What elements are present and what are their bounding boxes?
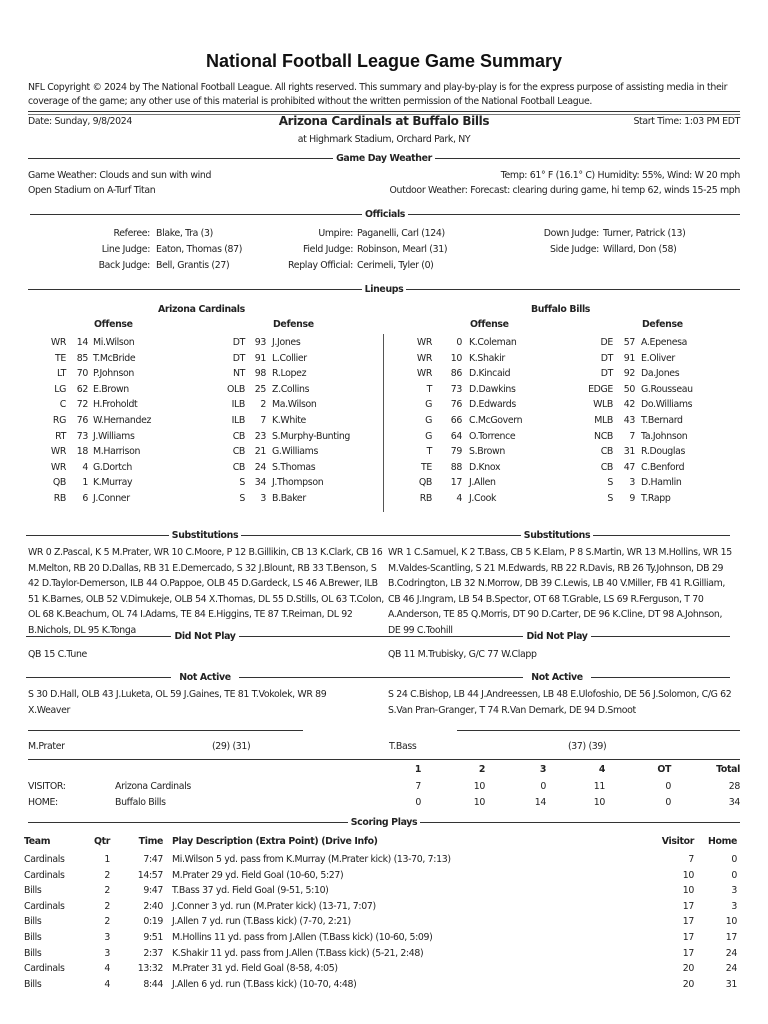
visitor-defense-player: J.Thompson <box>272 477 324 489</box>
visitor-offense-position: LT <box>57 368 66 380</box>
quarter-header: Total <box>716 764 740 775</box>
play-time: 2:40 <box>143 900 163 912</box>
home-defense-number: 7 <box>629 430 635 442</box>
play-team: Cardinals <box>24 900 65 912</box>
stadium-surface: Open Stadium on A-Turf Titan <box>28 185 156 196</box>
home-defense-position: NCB <box>594 430 613 442</box>
home-defense-player: A.Epenesa <box>641 337 688 348</box>
visitor-field-goals: (29) (31) <box>212 741 251 752</box>
play-quarter: 3 <box>104 932 110 943</box>
visitor-defense-player: B.Baker <box>272 493 306 504</box>
home-offense-position: WR <box>416 368 432 380</box>
official-role: Down Judge: <box>543 228 599 239</box>
visitor-defense-player: S.Thomas <box>272 461 316 473</box>
quarter-header: 3 <box>539 764 546 775</box>
home-offense-number: 79 <box>450 446 462 458</box>
home-offense-number: 4 <box>456 493 462 504</box>
home-offense-player: D.Knox <box>469 461 501 473</box>
home-defense-player: Do.Williams <box>641 399 693 411</box>
play-quarter: 1 <box>104 854 110 865</box>
score-side-label: VISITOR: <box>28 781 66 792</box>
visitor-offense-player: W.Hernandez <box>93 415 152 426</box>
home-offense-player: K.Shakir <box>469 352 505 364</box>
home-defense-position: CB <box>600 446 613 458</box>
play-team: Cardinals <box>24 963 65 975</box>
lineup-separator <box>383 334 384 512</box>
visitor-offense-position: WR <box>50 461 66 473</box>
home-offense-player: D.Kincaid <box>469 368 511 380</box>
scoring-divider <box>28 815 740 829</box>
visitor-defense-number: 7 <box>260 415 266 426</box>
play-team: Bills <box>24 978 42 990</box>
home-dnp-heading: Did Not Play <box>526 630 588 642</box>
score-team: Arizona Cardinals <box>115 781 191 792</box>
play-time: 7:47 <box>143 854 163 865</box>
visitor-offense-position: LG <box>54 383 66 395</box>
play-visitor-score: 10 <box>682 869 694 881</box>
visitor-defense-player: S.Murphy-Bunting <box>272 430 351 442</box>
column-header-description: Play Description (Extra Point) (Drive Info) <box>172 836 378 847</box>
visitor-kicker: M.Prater <box>28 741 65 752</box>
play-home-score: 17 <box>725 932 737 943</box>
visitor-offense-position: WR <box>50 446 66 458</box>
visitor-offense-number: 14 <box>76 337 88 348</box>
visitor-offense-number: 62 <box>76 383 88 395</box>
visitor-did-not-play: QB 15 C.Tune <box>28 649 87 660</box>
play-time: 14:57 <box>137 869 163 881</box>
quarter-score: 10 <box>593 796 605 808</box>
play-team: Bills <box>24 932 42 943</box>
play-quarter: 3 <box>104 947 110 959</box>
home-subs-heading: Substitutions <box>523 529 591 541</box>
home-offense-position: T <box>426 383 432 395</box>
play-time: 9:51 <box>143 932 163 943</box>
home-did-not-play: QB 11 M.Trubisky, G/C 77 W.Clapp <box>388 649 537 660</box>
play-time: 9:47 <box>143 885 163 897</box>
home-offense-number: 0 <box>456 337 462 348</box>
play-description: Mi.Wilson 5 yd. pass from K.Murray (M.Prater kick) (13-70, 7:13) <box>172 854 451 865</box>
play-visitor-score: 20 <box>682 963 694 975</box>
home-offense-position: T <box>426 446 432 458</box>
home-offense-number: 86 <box>450 368 462 380</box>
play-visitor-score: 7 <box>688 854 694 865</box>
play-home-score: 3 <box>731 885 737 897</box>
quarter-header: OT <box>657 764 671 775</box>
home-offense-number: 64 <box>450 430 462 442</box>
visitor-defense-player: Ma.Wilson <box>272 399 317 411</box>
visitor-defense-position: DT <box>232 337 245 348</box>
play-description: M.Prater 29 yd. Field Goal (10-60, 5:27) <box>172 869 344 881</box>
home-offense-number: 76 <box>450 399 462 411</box>
home-defense-number: 9 <box>629 493 635 504</box>
weather-divider <box>28 151 740 165</box>
play-description: M.Prater 31 yd. Field Goal (8-58, 4:05) <box>172 963 338 975</box>
visitor-offense-player: T.McBride <box>93 352 136 364</box>
home-offense-number: 10 <box>450 352 462 364</box>
home-offense-position: WR <box>416 337 432 348</box>
home-offense-player: O.Torrence <box>469 430 516 442</box>
visitor-defense-player: J.Jones <box>272 337 301 348</box>
matchup-title: Arizona Cardinals at Buffalo Bills <box>278 114 490 128</box>
play-description: J.Allen 6 yd. run (T.Bass kick) (10-70, 4:48) <box>172 978 357 990</box>
home-offense-label: Offense <box>470 319 509 330</box>
home-defense-position: DE <box>600 337 613 348</box>
visitor-defense-player: K.White <box>272 415 306 426</box>
home-offense-number: 66 <box>450 415 462 426</box>
home-na-divider <box>384 670 730 684</box>
home-offense-player: J.Allen <box>469 477 496 489</box>
lineups-heading: Lineups <box>364 283 404 295</box>
game-weather: Game Weather: Clouds and sun with wind <box>28 170 212 181</box>
home-defense-number: 43 <box>623 415 635 426</box>
play-quarter: 4 <box>104 978 110 990</box>
score-rule <box>28 759 740 760</box>
visitor-offense-player: E.Brown <box>93 383 129 395</box>
quarter-header: 2 <box>478 764 485 775</box>
home-defense-position: MLB <box>594 415 613 426</box>
home-defense-position: CB <box>600 461 613 473</box>
visitor-offense-position: RG <box>52 415 66 426</box>
quarter-score: 14 <box>534 796 546 808</box>
official-name: Turner, Patrick (13) <box>603 228 686 239</box>
home-defense-position: DT <box>600 368 613 380</box>
temperature: Temp: 61° F (16.1° C) Humidity: 55%, Wind: W 20 mph <box>500 170 740 181</box>
home-defense-position: S <box>607 493 613 504</box>
visitor-offense-number: 72 <box>76 399 88 411</box>
official-role: Back Judge: <box>98 260 150 271</box>
quarter-header: 1 <box>414 764 421 775</box>
play-visitor-score: 10 <box>682 885 694 897</box>
home-defense-label: Defense <box>642 319 683 330</box>
column-header-quarter: Qtr <box>93 836 110 847</box>
visitor-defense-position: S <box>239 493 245 504</box>
home-offense-player: D.Dawkins <box>469 383 516 395</box>
visitor-offense-player: P.Johnson <box>93 368 134 380</box>
home-defense-number: 3 <box>629 477 635 489</box>
visitor-offense-position: RT <box>55 430 66 442</box>
home-defense-number: 31 <box>623 446 635 458</box>
home-dnp-divider <box>384 629 730 643</box>
home-defense-number: 47 <box>623 461 635 473</box>
play-team: Bills <box>24 885 42 897</box>
home-defense-player: R.Douglas <box>641 446 686 458</box>
home-not-active: S 24 C.Bishop, LB 44 J.Andreessen, LB 48 E.Ulofoshio, DE 56 J.Solomon, C/G 62 S.Van Pran-Granger, T 74 R.Van Demark, DE 94 D.Smoot <box>388 689 732 716</box>
visitor-not-active: S 30 D.Hall, OLB 43 J.Luketa, OL 59 J.Gaines, TE 81 T.Vokolek, WR 89 X.Weaver <box>28 689 327 716</box>
play-visitor-score: 17 <box>682 916 694 928</box>
visitor-defense-position: CB <box>232 430 245 442</box>
play-home-score: 31 <box>725 978 737 990</box>
visitor-offense-position: WR <box>50 337 66 348</box>
visitor-offense-number: 1 <box>82 477 88 489</box>
visitor-team-name: Arizona Cardinals <box>158 304 245 315</box>
home-defense-position: EDGE <box>588 383 613 395</box>
home-offense-player: C.McGovern <box>469 415 523 426</box>
home-defense-number: 91 <box>623 352 635 364</box>
scoring-heading: Scoring Plays <box>350 816 418 828</box>
home-offense-player: D.Edwards <box>469 399 516 411</box>
visitor-offense-number: 70 <box>76 368 88 380</box>
home-defense-number: 57 <box>623 337 635 348</box>
official-role: Field Judge: <box>303 244 353 255</box>
play-team: Cardinals <box>24 869 65 881</box>
weather-heading: Game Day Weather <box>336 152 432 164</box>
visitor-defense-number: 3 <box>260 493 266 504</box>
score-side-label: HOME: <box>28 796 58 808</box>
play-quarter: 2 <box>104 869 110 881</box>
visitor-dnp-divider <box>26 629 384 643</box>
visitor-defense-label: Defense <box>273 319 314 330</box>
visitor-subs-divider <box>26 528 384 542</box>
visitor-offense-position: C <box>59 399 66 411</box>
play-time: 8:44 <box>143 978 163 990</box>
visitor-offense-number: 18 <box>76 446 88 458</box>
official-name: Eaton, Thomas (87) <box>156 244 243 255</box>
home-defense-number: 92 <box>623 368 635 380</box>
visitor-defense-number: 2 <box>260 399 266 411</box>
home-offense-position: G <box>425 430 432 442</box>
visitor-offense-number: 73 <box>76 430 88 442</box>
visitor-defense-number: 34 <box>254 477 266 489</box>
home-offense-position: G <box>425 415 432 426</box>
officials-heading: Officials <box>364 208 406 220</box>
home-defense-position: DT <box>600 352 613 364</box>
play-quarter: 4 <box>104 963 110 975</box>
official-role: Umpire: <box>318 228 353 239</box>
play-team: Cardinals <box>24 854 65 865</box>
visitor-defense-number: 21 <box>254 446 266 458</box>
copyright-notice: NFL Copyright © 2024 by The National Football League. All rights reserved. This summary and play-by-play is for the express purpose of assisting media in their coverage of the game; any other use of this material is prohibited without the written permission of the National Football League. <box>28 82 728 107</box>
play-quarter: 2 <box>104 885 110 897</box>
home-offense-player: J.Cook <box>469 493 497 504</box>
visitor-offense-player: J.Conner <box>93 493 130 504</box>
home-defense-player: D.Hamlin <box>641 477 682 489</box>
play-time: 2:37 <box>143 947 163 959</box>
play-quarter: 2 <box>104 916 110 928</box>
official-role: Replay Official: <box>288 260 353 271</box>
play-home-score: 24 <box>725 947 737 959</box>
visitor-na-heading: Not Active <box>179 671 231 683</box>
visitor-defense-player: Z.Collins <box>272 383 310 395</box>
play-visitor-score: 17 <box>682 900 694 912</box>
visitor-kicker-rule <box>28 730 303 731</box>
home-offense-number: 17 <box>450 477 462 489</box>
home-kicker-rule <box>457 730 740 731</box>
column-header-time: Time <box>138 836 163 847</box>
home-defense-number: 50 <box>623 383 635 395</box>
visitor-offense-player: K.Murray <box>93 477 133 489</box>
home-kicker: T.Bass <box>389 741 417 752</box>
home-offense-position: TE <box>421 461 432 473</box>
column-header-visitor-score: Visitor <box>661 836 694 847</box>
home-offense-number: 88 <box>450 461 462 473</box>
quarter-score: 10 <box>473 796 485 808</box>
home-offense-position: G <box>425 399 432 411</box>
quarter-score: 0 <box>665 781 671 792</box>
home-offense-player: K.Coleman <box>469 337 517 348</box>
official-role: Referee: <box>113 228 150 239</box>
visitor-defense-position: NT <box>232 368 245 380</box>
visitor-substitutions: WR 0 Z.Pascal, K 5 M.Prater, WR 10 C.Moore, P 12 B.Gillikin, CB 13 K.Clark, CB 16 M.Melton, RB 20 D.Dallas, RB 31 E.Demercado, S 32 J.Blount, RB 33 T.Benson, S 42 D.Taylor-Demerson, ILB 44 O.Pappoe, OLB 45 D.Gardeck, LS 46 A.Brewer, ILB 51 K.Barnes, OLB 52 V.Dimukeje, OLB 54 X.Thomas, DL 55 D.Stills, OL 63 T.Colon, OL 68 K.Beachum, OL 74 I.Adams, TE 84 E.Higgins, TE 87 T.Reiman, DL 92 B.Nichols, DL 95 K.Tonga <box>28 547 384 636</box>
visitor-offense-player: H.Froholdt <box>93 399 138 411</box>
play-description: T.Bass 37 yd. Field Goal (9-51, 5:10) <box>172 885 329 897</box>
visitor-offense-position: QB <box>52 477 66 489</box>
visitor-defense-position: CB <box>232 461 245 473</box>
play-description: J.Conner 3 yd. run (M.Prater kick) (13-71, 7:07) <box>172 900 376 912</box>
home-defense-number: 42 <box>623 399 635 411</box>
play-visitor-score: 20 <box>682 978 694 990</box>
visitor-offense-position: TE <box>55 352 66 364</box>
official-name: Cerimeli, Tyler (0) <box>357 260 434 271</box>
home-defense-player: T.Rapp <box>641 493 671 504</box>
home-offense-position: RB <box>419 493 432 504</box>
play-team: Bills <box>24 947 42 959</box>
visitor-defense-player: G.Williams <box>272 446 318 458</box>
quarter-score: 34 <box>728 796 740 808</box>
play-visitor-score: 17 <box>682 947 694 959</box>
visitor-offense-label: Offense <box>94 319 133 330</box>
home-offense-number: 73 <box>450 383 462 395</box>
start-time: Start Time: 1:03 PM EDT <box>633 116 740 127</box>
visitor-defense-position: CB <box>232 446 245 458</box>
visitor-defense-position: S <box>239 477 245 489</box>
visitor-offense-player: J.Williams <box>93 430 135 442</box>
play-quarter: 2 <box>104 900 110 912</box>
quarter-score: 0 <box>415 796 421 808</box>
home-defense-player: G.Rousseau <box>641 383 693 395</box>
official-name: Blake, Tra (3) <box>156 228 213 239</box>
official-name: Paganelli, Carl (124) <box>357 228 445 239</box>
outdoor-weather: Outdoor Weather: Forecast: clearing during game, hi temp 62, winds 15-25 mph <box>389 185 740 196</box>
visitor-defense-player: R.Lopez <box>272 368 307 380</box>
home-team-name: Buffalo Bills <box>531 304 591 315</box>
home-defense-player: C.Benford <box>641 461 685 473</box>
home-subs-divider <box>384 528 730 542</box>
quarter-score: 28 <box>728 781 740 792</box>
officials-divider <box>30 207 740 221</box>
play-home-score: 0 <box>731 869 737 881</box>
home-field-goals: (37) (39) <box>568 741 607 752</box>
play-home-score: 0 <box>731 854 737 865</box>
column-header-team: Team <box>24 836 51 847</box>
score-team: Buffalo Bills <box>115 796 166 808</box>
visitor-subs-heading: Substitutions <box>171 529 239 541</box>
home-defense-player: E.Oliver <box>641 352 675 364</box>
home-na-heading: Not Active <box>531 671 583 683</box>
official-role: Line Judge: <box>101 244 150 255</box>
play-home-score: 10 <box>725 916 737 928</box>
home-offense-player: S.Brown <box>469 446 505 458</box>
official-name: Robinson, Mearl (31) <box>357 244 448 255</box>
visitor-defense-player: L.Collier <box>272 352 307 364</box>
visitor-defense-position: DT <box>232 352 245 364</box>
official-role: Side Judge: <box>550 244 599 255</box>
column-header-home-score: Home <box>707 836 737 847</box>
play-description: K.Shakir 11 yd. pass from J.Allen (T.Bass kick) (5-21, 2:48) <box>172 947 424 959</box>
home-defense-position: WLB <box>593 399 613 411</box>
visitor-offense-position: RB <box>53 493 66 504</box>
home-defense-position: S <box>607 477 613 489</box>
visitor-defense-number: 25 <box>254 383 266 395</box>
visitor-offense-player: Mi.Wilson <box>93 337 135 348</box>
visitor-offense-player: M.Harrison <box>93 446 141 458</box>
visitor-defense-number: 23 <box>254 430 266 442</box>
visitor-defense-position: OLB <box>227 383 245 395</box>
quarter-score: 0 <box>540 781 546 792</box>
visitor-offense-number: 76 <box>76 415 88 426</box>
quarter-score: 0 <box>665 796 671 808</box>
venue: at Highmark Stadium, Orchard Park, NY <box>297 134 471 145</box>
home-offense-position: WR <box>416 352 432 364</box>
visitor-defense-position: ILB <box>231 415 245 426</box>
home-defense-player: Da.Jones <box>641 368 680 380</box>
home-defense-player: T.Bernard <box>641 415 683 426</box>
play-visitor-score: 17 <box>682 932 694 943</box>
page-title: National Football League Game Summary <box>205 51 563 71</box>
quarter-score: 7 <box>415 781 421 792</box>
game-date: Date: Sunday, 9/8/2024 <box>28 116 132 127</box>
visitor-defense-number: 24 <box>254 461 266 473</box>
visitor-offense-number: 6 <box>82 493 88 504</box>
home-substitutions: WR 1 C.Samuel, K 2 T.Bass, CB 5 K.Elam, P 8 S.Martin, WR 13 M.Hollins, WR 15 M.Valdes-Scantling, S 21 M.Edwards, RB 22 R.Davis, RB 26 Ty.Johnson, DB 29 B.Codrington, LB 32 N.Morrow, DB 39 C.Lewis, LB 40 V.Miller, FB 41 R.Gilliam, CB 46 J.Ingram, LB 54 B.Spector, OT 68 T.Grable, LS 69 R.Ferguson, T 70 A.Anderson, TE 85 Q.Morris, DT 90 D.Carter, DE 96 K.Cline, DT 98 A.Johnson, DE 99 C.Toohill <box>388 547 732 636</box>
play-description: M.Hollins 11 yd. pass from J.Allen (T.Bass kick) (10-60, 5:09) <box>172 932 433 943</box>
play-home-score: 24 <box>725 963 737 975</box>
visitor-na-divider <box>26 670 384 684</box>
quarter-score: 10 <box>473 781 485 792</box>
home-offense-position: QB <box>418 477 432 489</box>
official-name: Bell, Grantis (27) <box>156 260 230 271</box>
home-defense-player: Ta.Johnson <box>641 430 688 442</box>
visitor-defense-number: 98 <box>254 368 266 380</box>
official-name: Willard, Don (58) <box>603 244 677 255</box>
play-home-score: 3 <box>731 900 737 912</box>
quarter-header: 4 <box>598 764 605 775</box>
play-time: 13:32 <box>137 963 163 975</box>
visitor-defense-number: 93 <box>254 337 266 348</box>
play-team: Bills <box>24 916 42 928</box>
visitor-offense-player: G.Dortch <box>93 461 133 473</box>
visitor-offense-number: 85 <box>76 352 88 364</box>
lineups-divider <box>28 282 740 296</box>
visitor-defense-position: ILB <box>231 399 245 411</box>
visitor-dnp-heading: Did Not Play <box>174 630 236 642</box>
visitor-defense-number: 91 <box>254 352 266 364</box>
play-time: 0:19 <box>143 916 163 928</box>
play-description: J.Allen 7 yd. run (T.Bass kick) (7-70, 2:21) <box>172 916 351 928</box>
visitor-offense-number: 4 <box>82 461 88 473</box>
quarter-score: 11 <box>593 781 605 792</box>
